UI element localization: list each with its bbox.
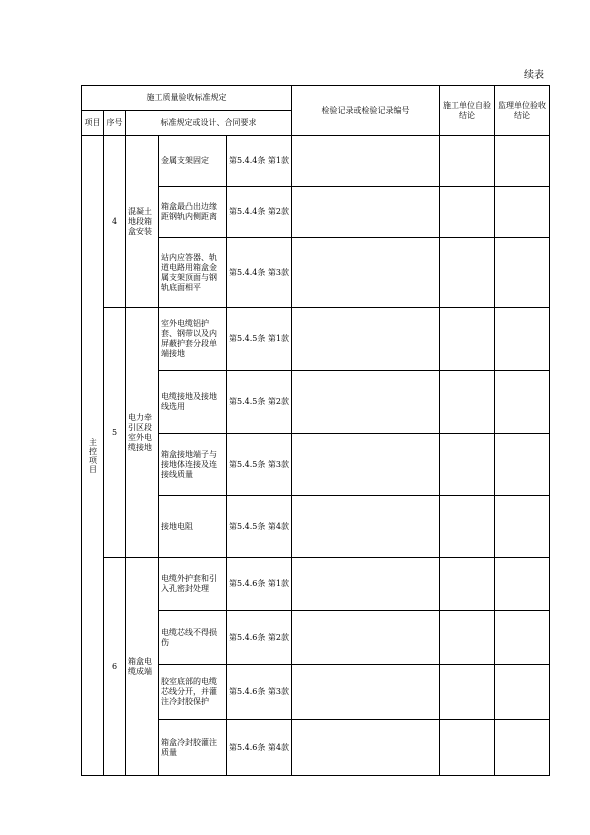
- main-category-label: 主控项目: [88, 437, 98, 474]
- inspection-record-cell[interactable]: [292, 187, 440, 238]
- inspection-record-cell[interactable]: [292, 496, 440, 558]
- supervision-cell[interactable]: [495, 434, 550, 496]
- group-name: 电力牵引区段室外电缆接地: [126, 308, 159, 558]
- group-seq: 5: [104, 308, 126, 558]
- item-clause: 第5.4.6条 第4款: [227, 720, 292, 776]
- self-check-cell[interactable]: [440, 371, 495, 434]
- item-clause: 第5.4.4条 第2款: [227, 187, 292, 238]
- item-requirement: 电缆芯线不得损伤: [159, 611, 227, 665]
- inspection-record-cell[interactable]: [292, 136, 440, 187]
- item-clause: 第5.4.5条 第1款: [227, 308, 292, 371]
- item-requirement: 电缆接地及接地线选用: [159, 371, 227, 434]
- self-check-cell[interactable]: [440, 136, 495, 187]
- supervision-cell[interactable]: [495, 136, 550, 187]
- item-clause: 第5.4.5条 第3款: [227, 434, 292, 496]
- item-clause: 第5.4.6条 第2款: [227, 611, 292, 665]
- item-requirement: 箱盒最凸出边缘距钢轨内侧距离: [159, 187, 227, 238]
- header-supervision-check: 监理单位验收结论: [495, 86, 550, 136]
- inspection-form-table: [81, 85, 550, 776]
- supervision-cell[interactable]: [495, 371, 550, 434]
- self-check-cell[interactable]: [440, 238, 495, 308]
- group-seq: 4: [104, 136, 126, 308]
- item-clause: 第5.4.6条 第3款: [227, 665, 292, 720]
- item-requirement: 电缆外护套和引入孔密封处理: [159, 558, 227, 611]
- item-clause: 第5.4.4条 第3款: [227, 238, 292, 308]
- self-check-cell[interactable]: [440, 496, 495, 558]
- inspection-record-cell[interactable]: [292, 434, 440, 496]
- item-requirement: 接地电阻: [159, 496, 227, 558]
- item-requirement: 金属支架固定: [159, 136, 227, 187]
- self-check-cell[interactable]: [440, 611, 495, 665]
- supervision-cell[interactable]: [495, 238, 550, 308]
- supervision-cell[interactable]: [495, 558, 550, 611]
- self-check-cell[interactable]: [440, 434, 495, 496]
- item-requirement: 站内应答器、轨道电路用箱盒金属支架顶面与钢轨底面相平: [159, 238, 227, 308]
- header-requirement: 标准规定或设计、合同要求: [126, 111, 292, 136]
- supervision-cell[interactable]: [495, 187, 550, 238]
- table-row: [82, 136, 550, 187]
- header-construction-self-check: 施工单位自验结论: [440, 86, 495, 136]
- header-standard-group: 施工质量验收标准规定: [82, 86, 292, 111]
- self-check-cell[interactable]: [440, 187, 495, 238]
- item-clause: 第5.4.5条 第2款: [227, 371, 292, 434]
- item-clause: 第5.4.6条 第1款: [227, 558, 292, 611]
- supervision-cell[interactable]: [495, 308, 550, 371]
- header-project: 项目: [82, 111, 104, 136]
- item-requirement: 室外电缆铝护套、钢带以及内屏蔽护套分段单端接地: [159, 308, 227, 371]
- item-clause: 第5.4.5条 第4款: [227, 496, 292, 558]
- self-check-cell[interactable]: [440, 720, 495, 776]
- group-seq: 6: [104, 558, 126, 776]
- supervision-cell[interactable]: [495, 611, 550, 665]
- self-check-cell[interactable]: [440, 558, 495, 611]
- item-requirement: 箱盒冷封胶灌注质量: [159, 720, 227, 776]
- self-check-cell[interactable]: [440, 665, 495, 720]
- inspection-record-cell[interactable]: [292, 665, 440, 720]
- supervision-cell[interactable]: [495, 720, 550, 776]
- inspection-record-cell[interactable]: [292, 371, 440, 434]
- group-name: 箱盒电缆成端: [126, 558, 159, 776]
- item-clause: 第5.4.4条 第1款: [227, 136, 292, 187]
- group-name: 混凝土地段箱盒安装: [126, 136, 159, 308]
- inspection-record-cell[interactable]: [292, 558, 440, 611]
- supervision-cell[interactable]: [495, 665, 550, 720]
- supervision-cell[interactable]: [495, 496, 550, 558]
- item-requirement: 胶室底部的电缆芯线分开，并灌注冷封胶保护: [159, 665, 227, 720]
- inspection-record-cell[interactable]: [292, 720, 440, 776]
- item-requirement: 箱盒接地端子与接地体连接及连接线质量: [159, 434, 227, 496]
- table-row: [82, 558, 550, 611]
- header-seq: 序号: [104, 111, 126, 136]
- continued-label: 续表: [524, 70, 544, 81]
- header-inspection-record: 检验记录或检验记录编号: [292, 86, 440, 136]
- table-row: [82, 308, 550, 371]
- inspection-record-cell[interactable]: [292, 238, 440, 308]
- main-category-cell: [82, 136, 104, 776]
- self-check-cell[interactable]: [440, 308, 495, 371]
- inspection-record-cell[interactable]: [292, 611, 440, 665]
- inspection-record-cell[interactable]: [292, 308, 440, 371]
